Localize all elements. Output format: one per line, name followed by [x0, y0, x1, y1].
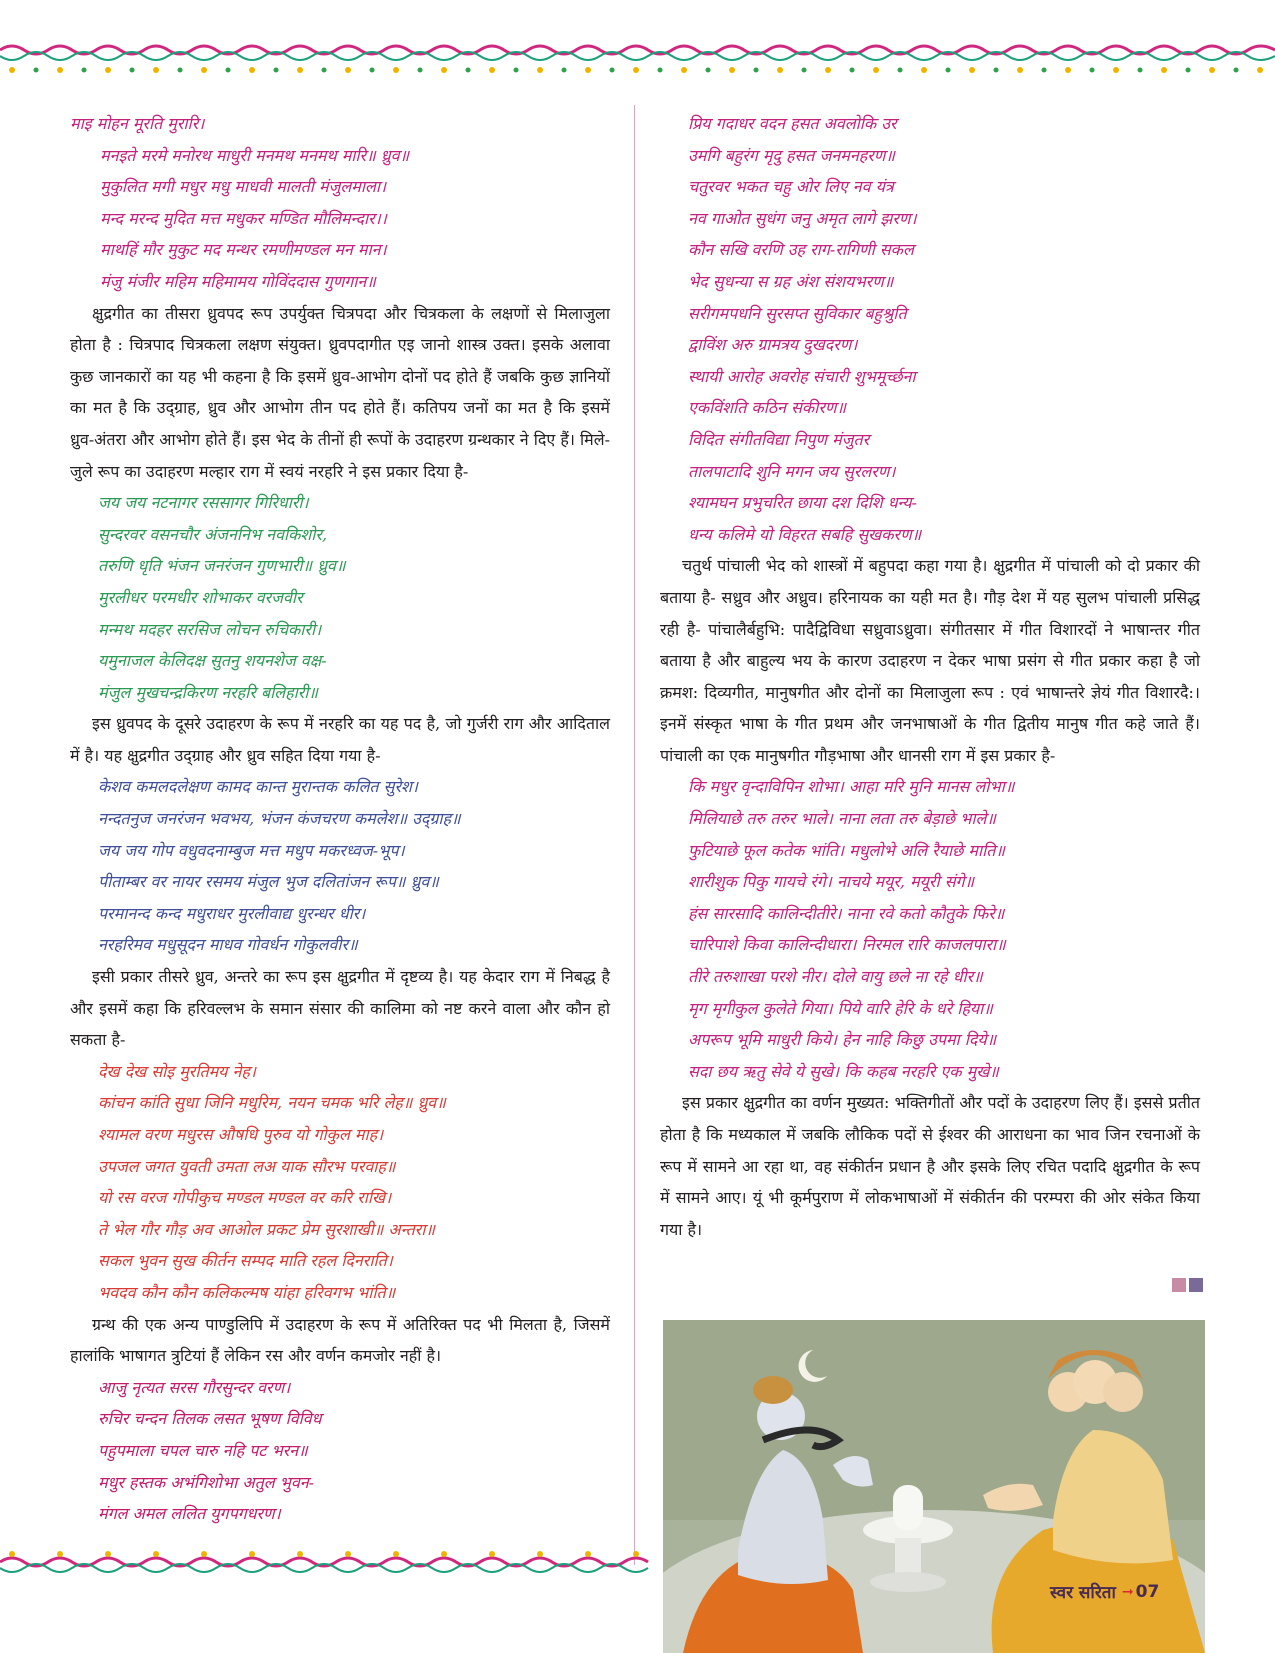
body-paragraph: इसी प्रकार तीसरे ध्रुव, अन्तरे का रूप इस क्षुद्रगीत में दृष्टव्य है। यह केदार राग में निबद्ध है और इसमें कहा कि हरिवल्लभ के समान संसार की कालिमा को नष्ट करने वाला और कौन हो सकता है- [70, 967, 610, 1050]
verse-line: नव गाओत सुधंग जनु अमृत लागे झरण। [688, 208, 917, 228]
verse-line: मंजुल मुखचन्द्रकिरण नरहरि बलिहारी॥ [98, 682, 318, 702]
verse-line: देख देख सोइ मुरतिमय नेह। [98, 1061, 256, 1081]
verse-line: मधुर हस्तक अभंगिशोभा अतुल भुवन- [98, 1472, 315, 1492]
verse-line: सदा छय ऋतु सेवे ये सुखे। कि कहब नरहरि एक मुखे॥ [688, 1061, 999, 1081]
top-decorative-border [0, 40, 1275, 80]
verse-line: द्वाविंश अरु ग्रामत्रय दुखदरण। [688, 335, 858, 355]
column-divider [634, 105, 635, 1565]
verse-line: मुकुलित मगी मधुर मधु माधवी मालती मंजुलमाला। [100, 177, 387, 197]
verse-line: धन्य कलिमे यो विहरत सबहि सुखकरण॥ [688, 524, 922, 544]
verse-line: मंगल अमल ललित युगपगधरण। [98, 1504, 281, 1524]
verse-line: सकल भुवन सुख कीर्तन सम्पद माति रहल दिनराति। [98, 1251, 393, 1271]
verse-line: कौन सखि वरणि उह राग-रागिणी सकल [688, 240, 914, 260]
verse-line: चतुरवर भकत चहु ओर लिए नव यंत्र [688, 177, 894, 197]
verse-line: एकविंशति कठिन संकीरण॥ [688, 398, 847, 418]
verse-line: माइ मोहन मूरति मुरारि। [70, 114, 205, 133]
verse-line: हंस सारसादि कालिन्दीतीरे। नाना रवे कतो कौतुके फिरे॥ [688, 903, 1005, 923]
verse-line: तरुणि धृति भंजन जनरंजन गुणभारी॥ ध्रुव॥ [98, 556, 346, 576]
arrow-right-icon: ➞ [1121, 1583, 1134, 1600]
verse-line: आजु नृत्यत सरस गौरसुन्दर वरण। [98, 1377, 291, 1397]
verse-line: केशव कमलदलेक्षण कामद कान्त मुरान्तक कलित सुरेश। [98, 777, 418, 797]
body-paragraph: क्षुद्रगीत का तीसरा ध्रुवपद रूप उपर्युक्त चित्रपदा और चित्रकला के लक्षणों से मिलाजुला होता है : चित्रपाद चित्रकला लक्षण संयुक्त। ध्रुवपदागीत एइ जानो शास्त्र उक्त। इसके अलावा कुछ जानकारों का यह भी कहना है कि इसमें ध्रुव-आभोग दोनों पद होते हैं जबकि कुछ ज्ञानियों का मत है कि उद्ग्राह, ध्रुव और आभोग तीन पद होते हैं। कतिपय जनों का मत है कि इसमें ध्रुव-अंतरा और आभोग होते हैं। इस भेद के तीनों ही रूपों के उदाहरण ग्रन्थकार ने दिए हैं। मिले-जुले रूप का उदाहरण मल्हार राग में स्वयं नरहरि ने इस प्रकार दिया है- [70, 303, 610, 481]
verse-line: जय जय नटनागर रससागर गिरिधारी। [98, 493, 309, 513]
verse-line: ते भेल गौर गौड़ अव आओल प्रकट प्रेम सुरशाखी॥ अन्तरा॥ [98, 1219, 435, 1239]
body-paragraph: ग्रन्थ की एक अन्य पाण्डुलिपि में उदाहरण के रूप में अतिरिक्त पद भी मिलता है, जिसमें हालांकि भाषागत त्रुटियां हैं लेकिन रस और वर्णन कमजोर नहीं है। [70, 1314, 610, 1366]
verse-line: तालपाटादि शुनि मगन जय सुरलरण। [688, 461, 896, 481]
verse-line: तीरे तरुशाखा परशे नीर। दोले वायु छले ना रहे धीर॥ [688, 967, 983, 987]
painting-illustration [663, 1320, 1205, 1653]
magazine-name: स्वर सरिता [1050, 1583, 1116, 1603]
verse-line: परमानन्द कन्द मधुराधर मुरलीवाद्य धुरन्धर धीर। [98, 903, 366, 923]
verse-line: फुटियाछे फूल कतेक भांति। मधुलोभे अलि रैयाछे माति॥ [688, 840, 1005, 860]
verse-line: विदित संगीतविद्या निपुण मंजुतर [688, 429, 870, 449]
poem-3 [70, 771, 610, 961]
verse-line: कि मधुर वृन्दाविपिन शोभा। आहा मरि मुनि मानस लोभा॥ [688, 777, 1015, 797]
verse-line: कांचन कांति सुधा जिनि मधुरिम, नयन चमक भरि लेह॥ ध्रुव॥ [98, 1093, 446, 1113]
verse-line: रुचिर चन्दन तिलक लसत भूषण विविध [98, 1409, 322, 1429]
verse-line: नन्दतनुज जनरंजन भवभय, भंजन कंजचरण कमलेश॥ उद्ग्राह॥ [98, 809, 461, 829]
verse-line: मुरलीधर परमधीर शोभाकर वरजवीर [98, 587, 303, 607]
verse-line: मृग मृगीकुल कुलेते गिया। पिये वारि हेरि के धरे हिया॥ [688, 998, 993, 1018]
body-paragraph: इस प्रकार क्षुद्रगीत का वर्णन मुख्यत: भक्तिगीतों और पदों के उदाहरण लिए हैं। इससे प्रतीत होता है कि मध्यकाल में जबकि लौकिक पदों से ईश्वर की आराधना का भाव जिन रचनाओं के रूप में सामने आ रहा था, वह संकीर्तन प्रधान है और इसके लिए रचित पदादि क्षुद्रगीत के रूप में सामने आए। यूं भी कूर्मपुराण में लोकभाषाओं में संकीर्तन की परम्परा की ओर संकेत किया गया है। [660, 1093, 1200, 1239]
poem-7 [660, 771, 1200, 1087]
verse-line: पीताम्बर वर नायर रसमय मंजुल भुज दलितांजन रूप॥ ध्रुव॥ [98, 872, 439, 892]
end-mark [1172, 1278, 1203, 1292]
verse-line: मनइते मरमे मनोरथ माधुरी मनमथ मनमथ मारि॥ ध्रुव॥ [100, 145, 410, 165]
verse-line: श्यामल वरण मधुरस औषधि पुरुव यो गोकुल माह। [98, 1125, 384, 1144]
poem-5 [70, 1372, 610, 1530]
verse-line: मंजु मंजीर महिम महिमामय गोविंददास गुणगान॥ [100, 271, 376, 291]
page-footer [1050, 1580, 1159, 1603]
verse-line: उपजल जगत युवती उमता लअ याक सौरभ परवाह॥ [98, 1156, 396, 1176]
end-mark-square [1189, 1278, 1203, 1292]
body-paragraph: इस ध्रुवपद के दूसरे उदाहरण के रूप में नरहरि का यह पद है, जो गुर्जरी राग और आदिताल में है। यह क्षुद्रगीत उद्ग्राह और ध्रुव सहित दिया गया है- [70, 714, 610, 765]
verse-line: शारीशुक पिकु गायचे रंगे। नाचये मयूर, मयूरी संगे॥ [688, 872, 975, 892]
verse-line: अपरूप भूमि माधुरी किये। हेन नाहि किछु उपमा दिये॥ [688, 1030, 997, 1050]
verse-line: माथहिं मौर मुकुट मद मन्थर रमणीमण्डल मन मान। [100, 240, 387, 260]
verse-line: मन्द मरन्द मुदित मत्त मधुकर मण्डित मौलिमन्दार।। [100, 208, 387, 228]
verse-line: श्यामघन प्रभुचरित छाया दश दिशि धन्य- [688, 493, 917, 513]
poem-6 [660, 108, 1200, 550]
verse-line: नरहरिमव मधुसूदन माधव गोवर्धन गोकुलवीर॥ [98, 935, 358, 955]
left-column [70, 108, 610, 1530]
verse-line: यो रस वरज गोपीकुच मण्डल मण्डल वर करि राखि। [98, 1188, 392, 1208]
verse-line: जय जय गोप वधुवदनाम्बुज मत्त मधुप मकरध्वज-भूप। [98, 840, 405, 860]
verse-line: भेद सुधन्या स ग्रह अंश संशयभरण॥ [688, 271, 894, 291]
verse-line: मन्मथ मदहर सरसिज लोचन रुचिकारी। [98, 619, 322, 639]
body-paragraph: चतुर्थ पांचाली भेद को शास्त्रों में बहुपदा कहा गया है। क्षुद्रगीत में पांचाली को दो प्रकार की बताया है- सध्रुव और अध्रुव। हरिनायक का यही मत है। गौड़ देश में यह सुलभ पांचाली प्रसिद्ध रही है- पांचालैर्बहुभि: पादैद्विविधा सध्रुवाऽध्रुवा। संगीतसार में गीत विशारदों ने भाषान्तर गीत बताया है और बाहुल्य भय के कारण उदाहरण न देकर भाषा प्रसंग से गीत प्रकार कहा है जो क्रमश: दिव्यगीत, मानुषगीत और दोनों का मिलाजुला रूप : एवं भाषान्तरे ज्ञेयं गीत विशारदै:। इनमें संस्कृत भाषा के गीत प्रथम और जनभाषाओं के गीत द्वितीय मानुष गीत कहे जाते हैं। पांचाली का एक मानुषगीत गौड़भाषा और धानसी राग में इस प्रकार है- [660, 556, 1200, 765]
poem-4 [70, 1056, 610, 1309]
verse-line: मिलियाछे तरु तरुर भाले। नाना लता तरु बेड़ाछे भाले॥ [688, 809, 996, 829]
verse-line: यमुनाजल केलिदक्ष सुतनु शयनशेज वक्ष- [98, 651, 327, 671]
poem-2 [70, 487, 610, 708]
verse-line: चारिपाशे किवा कालिन्दीधारा। निरमल रारि काजलपारा॥ [688, 935, 1006, 955]
verse-line: प्रिय गदाधर वदन हसत अवलोकि उर [688, 114, 897, 133]
verse-line: सुन्दरवर वसनचौर अंजननिभ नवकिशोर, [98, 524, 328, 544]
verse-line: उमगि बहुरंग मृदु हसत जनमनहरण॥ [688, 145, 895, 165]
poem-1 [70, 108, 610, 298]
verse-line: पहुपमाला चपल चारु नहि पट भरन॥ [98, 1440, 308, 1460]
end-mark-square [1172, 1278, 1186, 1292]
verse-line: स्थायी आरोह अवरोह संचारी शुभमूर्च्छना [688, 366, 916, 386]
right-column [660, 108, 1200, 1245]
verse-line: सरीगमपधनि सुरसप्त सुविकार बहुश्रुति [688, 303, 907, 323]
page-number: 07 [1135, 1581, 1160, 1602]
verse-line: भवदव कौन कौन कलिकल्मष यांहा हरिवगभ भांति॥ [98, 1282, 396, 1302]
